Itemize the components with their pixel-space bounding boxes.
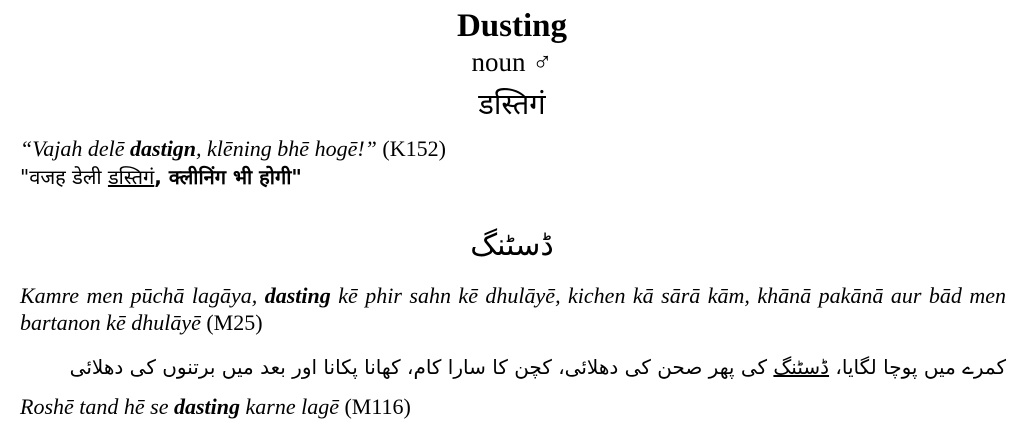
example-2-urdu-keyword: ڈسٹنگ: [773, 355, 830, 379]
male-gender-icon: ♂: [532, 47, 553, 77]
example-1-deva-post: , क्लीनिंग भी होगी": [154, 165, 302, 189]
example-3-ref: (M116): [338, 394, 411, 419]
example-1-devanagari: [20, 164, 302, 190]
example-1-post: , klēning bhē hogē!”: [196, 136, 377, 161]
example-2-post: kē phir sahn kē dhulāyē, kichen kā sārā kām, khānā pakānā aur bād men bartanon kē dhulāyē: [20, 283, 1006, 335]
example-1-open-quote: “: [20, 136, 33, 161]
example-2-keyword: dasting: [264, 283, 331, 308]
headword: Dusting: [456, 8, 568, 44]
example-1-pre: Vajah delē: [32, 136, 131, 161]
example-1-keyword: dastign: [130, 136, 197, 161]
part-of-speech: noun: [471, 47, 526, 77]
example-3-pre: Roshē tand hē se: [20, 394, 174, 419]
example-3-transliteration: [20, 394, 411, 420]
part-of-speech-line: [0, 46, 1024, 78]
example-2-urdu: [70, 352, 1006, 382]
example-2-urdu-pre: کمرے میں پوچا لگایا،: [829, 355, 1006, 379]
devanagari-headword: डस्तिगं: [478, 87, 546, 121]
example-1-ref: (K152): [376, 136, 446, 161]
example-2-pre: Kamre men pūchā lagāya,: [20, 283, 265, 308]
example-2-ref: (M25): [200, 310, 263, 335]
urdu-headword: ڈسٹنگ: [470, 228, 554, 263]
example-3-post: karne lagē: [240, 394, 339, 419]
example-3-keyword: dasting: [173, 394, 240, 419]
example-1-deva-keyword: डस्तिगं: [107, 165, 155, 189]
example-2-transliteration: [20, 282, 1006, 336]
example-1-deva-pre: "वजह डेली: [20, 165, 108, 189]
example-2-urdu-post: کی پھر صحن کی دھلائی، کچن کا سارا کام، کھانا پکانا اور بعد میں برتنوں کی دھلائی: [69, 355, 774, 379]
example-1-transliteration: [20, 136, 446, 162]
